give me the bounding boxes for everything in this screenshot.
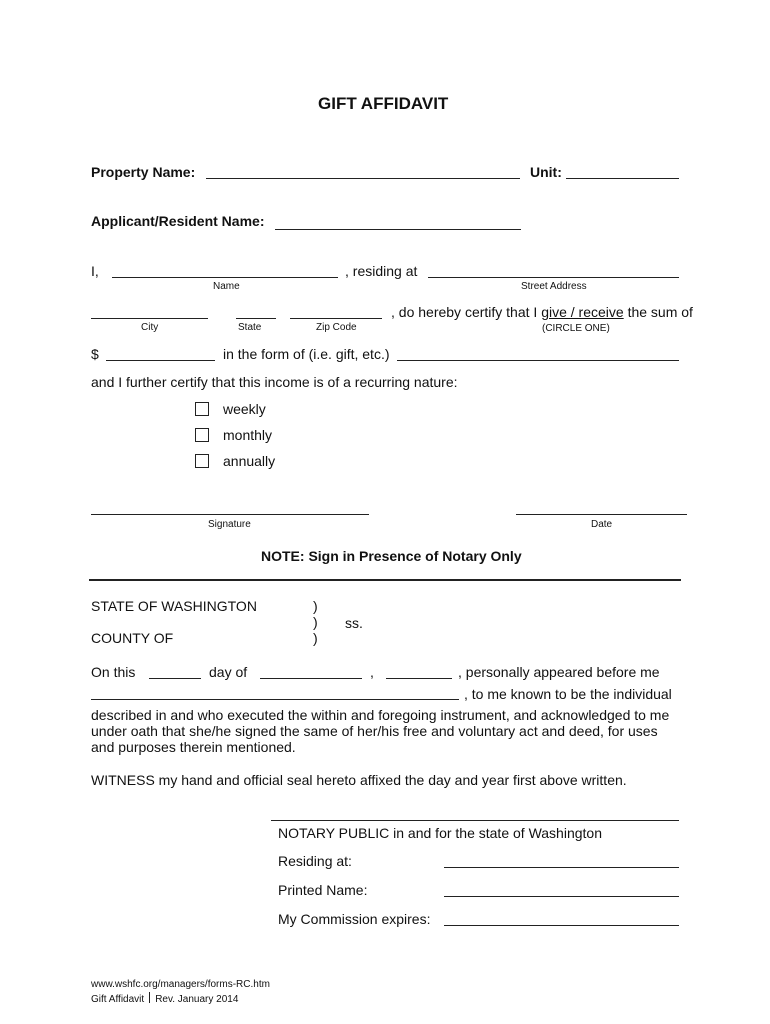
annually-checkbox[interactable] [195,454,209,468]
residing-at-label: , residing at [345,263,418,279]
monthly-checkbox[interactable] [195,428,209,442]
street-address-field[interactable] [428,277,679,278]
sum-of-label: the sum of [627,304,693,320]
recurring-statement: and I further certify that this income is of a recurring nature: [91,374,458,390]
day-of-label: day of [209,664,248,680]
footer-url: www.wshfc.org/managers/forms-RC.htm [91,979,270,990]
acknowledgment-paragraph: described in and who executed the within and foregoing instrument, and acknowledged to me under oath that she/he signed the same of her/his free and voluntary act and deed, for uses and purposes therein mentioned. [91,707,670,755]
section-divider [89,579,681,581]
appeared-label: , personally appeared before me [458,664,660,680]
unit-label: Unit: [530,164,562,180]
footer-revision: Rev. January 2014 [155,994,239,1005]
residing-at-notary-label: Residing at: [278,853,352,869]
form-of-field[interactable] [397,360,679,361]
witness-statement: WITNESS my hand and official seal hereto affixed the day and year first above written. [91,772,627,788]
month-field[interactable] [260,678,362,679]
certify-statement [391,304,693,320]
unit-field[interactable] [566,178,679,179]
date-caption: Date [591,519,613,530]
individual-name-field[interactable] [91,699,459,700]
state-of-washington: STATE OF WASHINGTON [91,598,257,614]
paren-3: ) [313,630,318,646]
footer-doc-title: Gift Affidavit [91,994,145,1005]
applicant-name-label: Applicant/Resident Name: [91,213,265,229]
known-label: , to me known to be the individual [464,686,672,702]
year-field[interactable] [386,678,452,679]
monthly-label: monthly [223,427,273,443]
circle-one-caption: (CIRCLE ONE) [542,323,610,334]
state-caption: State [238,322,262,333]
day-field[interactable] [149,678,201,679]
signature-field[interactable] [91,514,369,515]
certify-prefix: , do hereby certify that I [391,304,538,320]
paren-1: ) [313,598,318,614]
signature-caption: Signature [208,519,251,530]
city-caption: City [141,322,159,333]
weekly-checkbox[interactable] [195,402,209,416]
property-name-label: Property Name: [91,164,196,180]
page-title: GIFT AFFIDAVIT [318,94,449,113]
footer-doc-info [91,992,238,1005]
ss-label: ss. [345,615,363,631]
annually-label: annually [223,453,276,469]
notary-signature-line[interactable] [271,820,679,821]
dollar-sign: $ [91,346,99,362]
amount-field[interactable] [106,360,215,361]
i-label: I, [91,263,99,279]
footer-divider [149,992,150,1003]
on-this-label: On this [91,664,136,680]
zip-code-caption: Zip Code [316,322,357,333]
form-of-label: in the form of (i.e. gift, etc.) [223,346,390,362]
commission-expires-label: My Commission expires: [278,911,431,927]
name-caption: Name [213,281,240,292]
date-field[interactable] [516,514,687,515]
notary-residing-field[interactable] [444,867,679,868]
notary-note: NOTE: Sign in Presence of Notary Only [261,548,522,564]
printed-name-label: Printed Name: [278,882,368,898]
street-address-caption: Street Address [521,281,587,292]
state-field[interactable] [236,318,276,319]
property-name-field[interactable] [206,178,520,179]
commission-expires-field[interactable] [444,925,679,926]
county-of-label: COUNTY OF [91,630,174,646]
give-receive-choice[interactable]: give / receive [541,304,624,320]
zip-code-field[interactable] [290,318,382,319]
printed-name-field[interactable] [444,896,679,897]
city-field[interactable] [91,318,208,319]
weekly-label: weekly [223,401,266,417]
notary-public-label: NOTARY PUBLIC in and for the state of Washington [278,825,602,841]
applicant-name-field[interactable] [275,229,521,230]
paren-2: ) [313,614,318,630]
name-field[interactable] [112,277,338,278]
comma-label: , [370,664,374,680]
